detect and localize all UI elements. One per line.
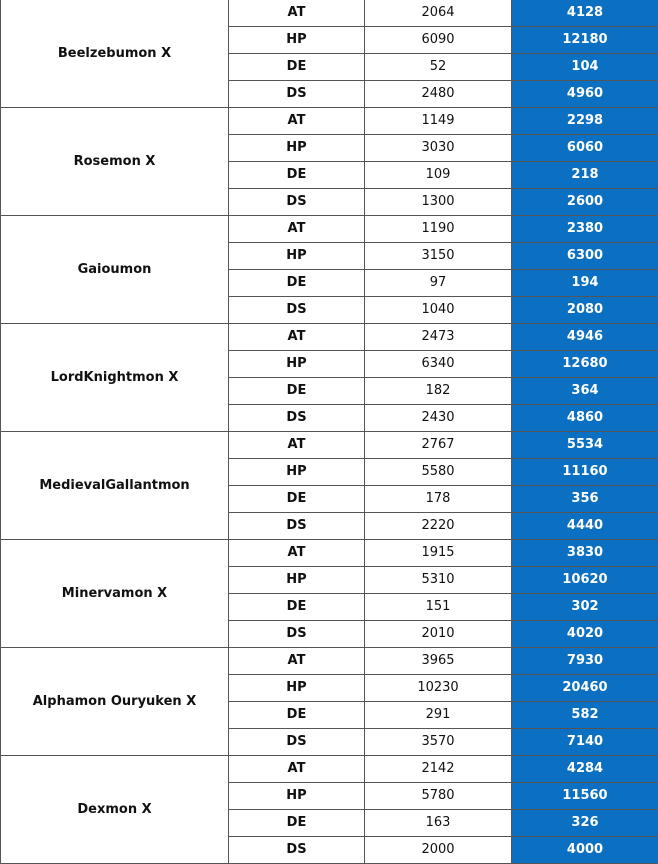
stat-label-cell: DE xyxy=(229,54,365,81)
stat-label-cell: HP xyxy=(229,459,365,486)
stat-label-cell: AT xyxy=(229,324,365,351)
digimon-name-cell: Minervamon X xyxy=(1,540,229,648)
boosted-value-cell: 6300 xyxy=(512,243,658,270)
stat-label-cell: DE xyxy=(229,486,365,513)
stat-label-cell: DE xyxy=(229,162,365,189)
boosted-value-cell: 4960 xyxy=(512,81,658,108)
stat-label-cell: AT xyxy=(229,432,365,459)
stat-label-cell: DE xyxy=(229,270,365,297)
stat-label-cell: HP xyxy=(229,675,365,702)
base-value-cell: 1040 xyxy=(365,297,512,324)
base-value-cell: 3965 xyxy=(365,648,512,675)
boosted-value-cell: 6060 xyxy=(512,135,658,162)
boosted-value-cell: 2298 xyxy=(512,108,658,135)
base-value-cell: 2430 xyxy=(365,405,512,432)
stat-label-cell: HP xyxy=(229,783,365,810)
boosted-value-cell: 12180 xyxy=(512,27,658,54)
boosted-value-cell: 4128 xyxy=(512,0,658,27)
digimon-name-cell: Dexmon X xyxy=(1,756,229,864)
boosted-value-cell: 3830 xyxy=(512,540,658,567)
boosted-value-cell: 7140 xyxy=(512,729,658,756)
base-value-cell: 291 xyxy=(365,702,512,729)
stat-label-cell: DE xyxy=(229,378,365,405)
boosted-value-cell: 326 xyxy=(512,810,658,837)
stat-label-cell: DS xyxy=(229,297,365,324)
boosted-value-cell: 11160 xyxy=(512,459,658,486)
boosted-value-cell: 4860 xyxy=(512,405,658,432)
digimon-name-cell: LordKnightmon X xyxy=(1,324,229,432)
boosted-value-cell: 582 xyxy=(512,702,658,729)
base-value-cell: 1149 xyxy=(365,108,512,135)
base-value-cell: 2142 xyxy=(365,756,512,783)
stat-label-cell: DE xyxy=(229,594,365,621)
stat-label-cell: DS xyxy=(229,81,365,108)
stat-row xyxy=(1,648,658,675)
stat-label-cell: HP xyxy=(229,243,365,270)
base-value-cell: 2480 xyxy=(365,81,512,108)
base-value-cell: 6340 xyxy=(365,351,512,378)
base-value-cell: 5780 xyxy=(365,783,512,810)
base-value-cell: 10230 xyxy=(365,675,512,702)
base-value-cell: 2000 xyxy=(365,837,512,864)
stat-label-cell: AT xyxy=(229,648,365,675)
stat-label-cell: DS xyxy=(229,621,365,648)
boosted-value-cell: 10620 xyxy=(512,567,658,594)
digimon-name-cell: Alphamon Ouryuken X xyxy=(1,648,229,756)
base-value-cell: 97 xyxy=(365,270,512,297)
stat-label-cell: AT xyxy=(229,540,365,567)
base-value-cell: 109 xyxy=(365,162,512,189)
base-value-cell: 3570 xyxy=(365,729,512,756)
stat-label-cell: DS xyxy=(229,189,365,216)
boosted-value-cell: 356 xyxy=(512,486,658,513)
base-value-cell: 2064 xyxy=(365,0,512,27)
stats-table-body xyxy=(1,0,658,864)
boosted-value-cell: 2080 xyxy=(512,297,658,324)
boosted-value-cell: 20460 xyxy=(512,675,658,702)
digimon-name-cell: MedievalGallantmon xyxy=(1,432,229,540)
boosted-value-cell: 5534 xyxy=(512,432,658,459)
base-value-cell: 1300 xyxy=(365,189,512,216)
stat-label-cell: AT xyxy=(229,108,365,135)
base-value-cell: 151 xyxy=(365,594,512,621)
stat-row xyxy=(1,432,658,459)
stat-label-cell: DE xyxy=(229,810,365,837)
stat-label-cell: HP xyxy=(229,351,365,378)
boosted-value-cell: 2380 xyxy=(512,216,658,243)
base-value-cell: 52 xyxy=(365,54,512,81)
stat-label-cell: DS xyxy=(229,837,365,864)
base-value-cell: 2010 xyxy=(365,621,512,648)
base-value-cell: 2220 xyxy=(365,513,512,540)
boosted-value-cell: 4020 xyxy=(512,621,658,648)
stat-label-cell: AT xyxy=(229,756,365,783)
base-value-cell: 2473 xyxy=(365,324,512,351)
base-value-cell: 163 xyxy=(365,810,512,837)
stat-label-cell: HP xyxy=(229,27,365,54)
base-value-cell: 5310 xyxy=(365,567,512,594)
boosted-value-cell: 12680 xyxy=(512,351,658,378)
stat-row xyxy=(1,108,658,135)
boosted-value-cell: 4000 xyxy=(512,837,658,864)
base-value-cell: 2767 xyxy=(365,432,512,459)
base-value-cell: 3150 xyxy=(365,243,512,270)
digimon-name-cell: Beelzebumon X xyxy=(1,0,229,108)
boosted-value-cell: 4284 xyxy=(512,756,658,783)
stat-label-cell: DS xyxy=(229,513,365,540)
stat-label-cell: HP xyxy=(229,135,365,162)
stat-row xyxy=(1,0,658,27)
stat-label-cell: HP xyxy=(229,567,365,594)
stat-row xyxy=(1,540,658,567)
base-value-cell: 1190 xyxy=(365,216,512,243)
stat-label-cell: AT xyxy=(229,216,365,243)
base-value-cell: 6090 xyxy=(365,27,512,54)
boosted-value-cell: 11560 xyxy=(512,783,658,810)
stat-label-cell: DS xyxy=(229,405,365,432)
stat-row xyxy=(1,216,658,243)
digimon-name-cell: Gaioumon xyxy=(1,216,229,324)
boosted-value-cell: 4440 xyxy=(512,513,658,540)
base-value-cell: 3030 xyxy=(365,135,512,162)
digimon-name-cell: Rosemon X xyxy=(1,108,229,216)
boosted-value-cell: 4946 xyxy=(512,324,658,351)
stat-label-cell: DE xyxy=(229,702,365,729)
boosted-value-cell: 302 xyxy=(512,594,658,621)
base-value-cell: 5580 xyxy=(365,459,512,486)
boosted-value-cell: 7930 xyxy=(512,648,658,675)
base-value-cell: 182 xyxy=(365,378,512,405)
boosted-value-cell: 194 xyxy=(512,270,658,297)
boosted-value-cell: 104 xyxy=(512,54,658,81)
stat-row xyxy=(1,756,658,783)
stat-label-cell: AT xyxy=(229,0,365,27)
boosted-value-cell: 2600 xyxy=(512,189,658,216)
stat-row xyxy=(1,324,658,351)
boosted-value-cell: 218 xyxy=(512,162,658,189)
base-value-cell: 1915 xyxy=(365,540,512,567)
stat-label-cell: DS xyxy=(229,729,365,756)
boosted-value-cell: 364 xyxy=(512,378,658,405)
base-value-cell: 178 xyxy=(365,486,512,513)
